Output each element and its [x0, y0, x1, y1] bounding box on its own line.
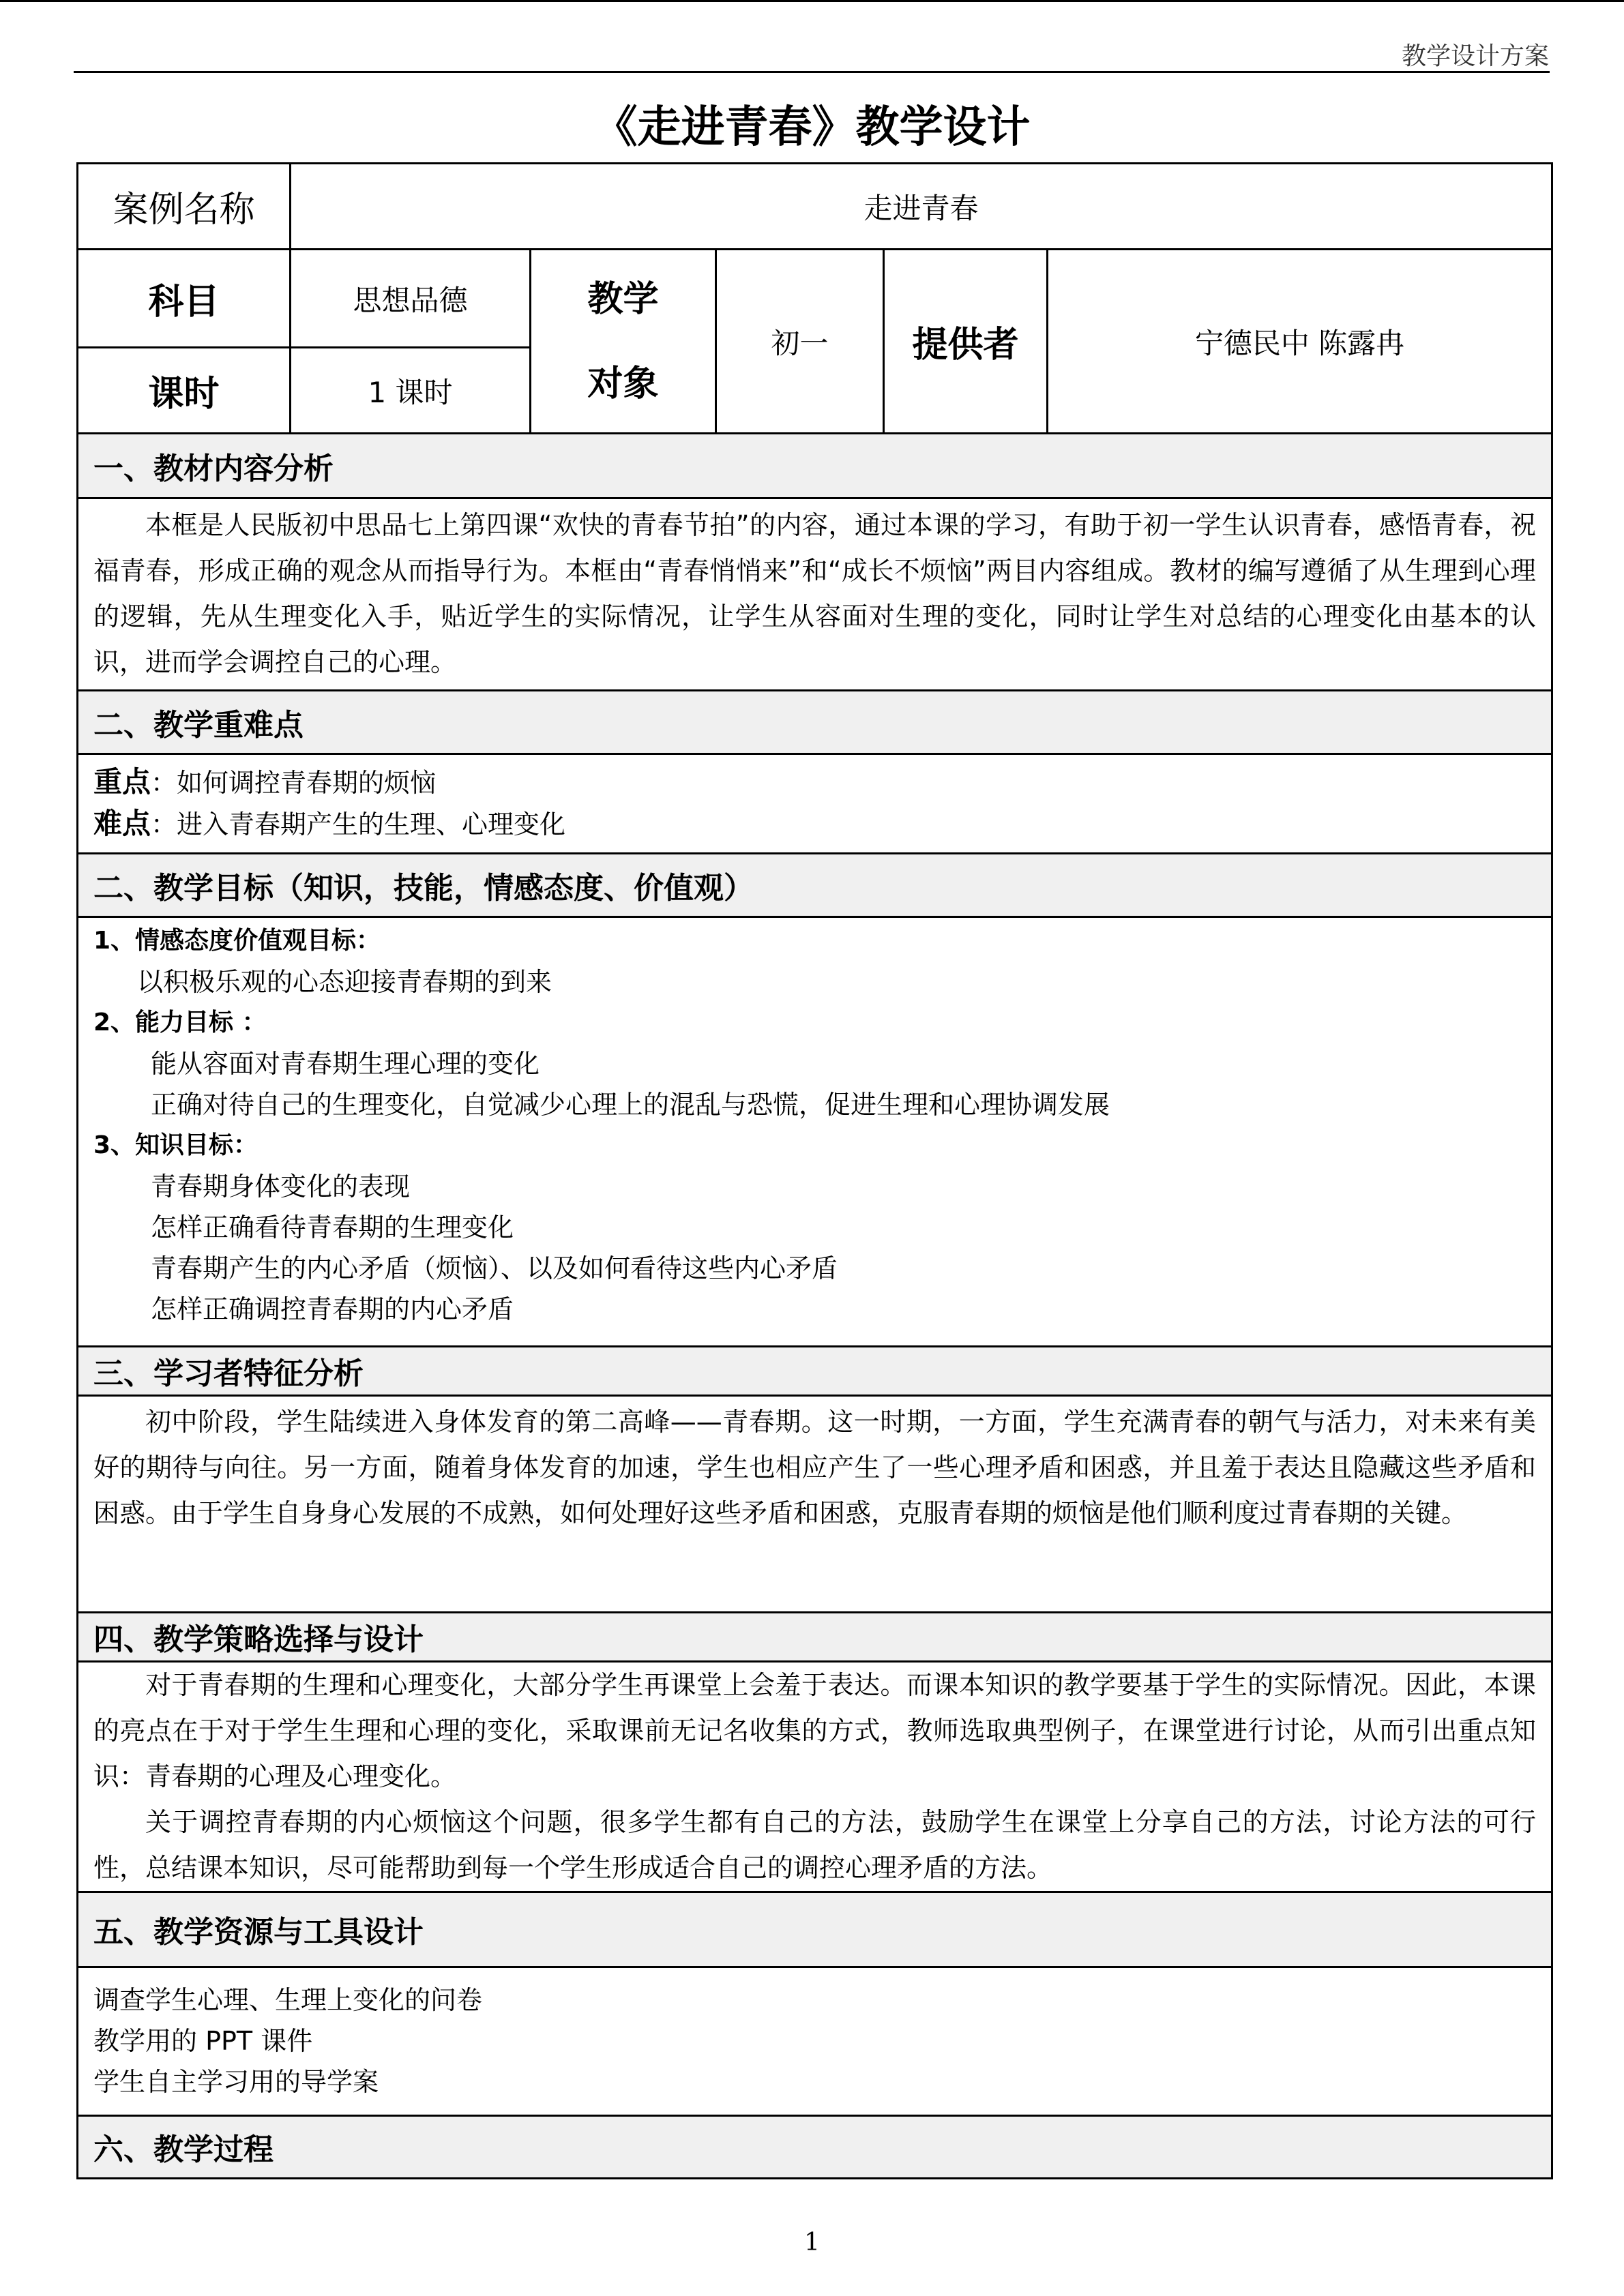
subject-row — [78, 250, 1552, 348]
subject-value: 思想品德 — [291, 250, 531, 348]
difficulty-text: ：进入青春期产生的生理、心理变化 — [151, 809, 566, 839]
case-name-label: 案例名称 — [78, 164, 291, 250]
document-title: 《走进青春》教学设计 — [593, 102, 1031, 153]
target-value: 初一 — [716, 250, 884, 434]
section-body-strategy — [78, 1661, 1552, 1892]
strategy-paragraph-2: 关于调控青春期的内心烦恼这个问题，很多学生都有自己的方法，鼓励学生在课堂上分享自己的方法，讨论方法的可行性，总结课本知识，尽可能帮助到每一个学生形成适合自己的调控心理矛盾的方法。 — [93, 1806, 1536, 1883]
section-heading-resources: 五、教学资源与工具设计 — [78, 1892, 1552, 1967]
section-objectives-body-row — [78, 916, 1552, 1346]
section-objectives-header-row — [78, 853, 1552, 916]
section-process-header-row — [78, 2115, 1552, 2178]
header-rule — [74, 71, 1550, 73]
resource-item: 学生自主学习用的导学案 — [93, 2067, 379, 2097]
section-heading-analysis: 一、教材内容分析 — [78, 434, 1552, 498]
sections-table — [76, 434, 1553, 2179]
section-learners-header-row — [78, 1346, 1552, 1395]
section-heading-learners: 三、学习者特征分析 — [78, 1346, 1552, 1395]
section-heading-objectives: 二、教学目标（知识，技能，情感态度、价值观） — [78, 853, 1552, 916]
target-label-line-2: 对象 — [587, 363, 659, 404]
focus-label: 重点 — [93, 765, 151, 799]
header-label: 教学设计方案 — [1401, 42, 1549, 70]
section-body-key-points — [78, 754, 1552, 853]
resource-item: 教学用的 PPT 课件 — [93, 2026, 313, 2056]
design-table — [76, 162, 1551, 2179]
section-heading-process: 六、教学过程 — [78, 2115, 1552, 2178]
target-label-line-1: 教学 — [587, 278, 659, 320]
learners-paragraph: 初中阶段，学生陆续进入身体发育的第二高峰——青春期。这一时期，一方面，学生充满青春的朝气与活力，对未来有美好的期待与向往。另一方面，随着身体发育的加速，学生也相应产生了一些心理矛盾和困惑，并且羞于表达且隐藏这些矛盾和困惑。由于学生自身身心发展的不成熟，如何处理好这些矛盾和困惑，克服青春期的烦恼是他们顺利度过青春期的关键。 — [93, 1406, 1536, 1528]
objective-group-1-title: 1、情感态度价值观目标： — [93, 926, 381, 955]
section-analysis-body-row — [78, 498, 1552, 690]
section-heading-key-points: 二、教学重难点 — [78, 690, 1552, 754]
objective-item: 以积极乐观的心态迎接青春期的到来 — [137, 966, 552, 997]
difficulty-line — [93, 803, 1536, 845]
section-learners-body-row — [78, 1395, 1552, 1612]
section-strategy-header-row — [78, 1612, 1552, 1661]
target-label — [531, 250, 716, 434]
analysis-paragraph: 本框是人民版初中思品七上第四课“欢快的青春节拍”的内容，通过本课的学习，有助于初一学生认识青春，感悟青春，祝福青春，形成正确的观念从而指导行为。本框由“青春悄悄来”和“成长不烦恼”两目内容组成。教材的编写遵循了从生理到心理的逻辑，先从生理变化入手，贴近学生的实际情况，让学生从容面对生理的变化，同时让学生对总结的心理变化由基本的认识，进而学会调控自己的心理。 — [93, 510, 1536, 677]
case-name-value: 走进青春 — [291, 164, 1552, 250]
difficulty-label: 难点 — [93, 807, 151, 840]
objective-item: 正确对待自己的生理变化，自觉减少心理上的混乱与恐慌，促进生理和心理协调发展 — [151, 1089, 1110, 1120]
objective-group-3-title: 3、知识目标： — [93, 1131, 259, 1159]
provider-value: 宁德民中 陈露冉 — [1048, 250, 1552, 434]
section-resources-header-row — [78, 1892, 1552, 1967]
page-top-border — [0, 0, 1624, 2]
objective-item: 青春期产生的内心矛盾（烦恼）、以及如何看待这些内心矛盾 — [151, 1253, 838, 1283]
objective-group-2-title: 2、能力目标 ： — [93, 1008, 267, 1037]
section-body-analysis — [78, 498, 1552, 690]
case-name-row — [78, 164, 1552, 250]
section-body-objectives — [78, 916, 1552, 1346]
objective-item: 青春期身体变化的表现 — [151, 1171, 411, 1202]
section-strategy-body-row — [78, 1661, 1552, 1892]
section-keypoints-body-row — [78, 754, 1552, 853]
page-number: 1 — [804, 2228, 820, 2256]
section-body-resources — [78, 1967, 1552, 2115]
hours-value: 1 课时 — [291, 348, 531, 434]
focus-text: ：如何调控青春期的烦恼 — [151, 768, 437, 798]
section-keypoints-header-row — [78, 690, 1552, 754]
subject-label: 科目 — [78, 250, 291, 348]
section-resources-body-row — [78, 1967, 1552, 2115]
objective-item: 怎样正确调控青春期的内心矛盾 — [151, 1294, 514, 1324]
section-body-learners — [78, 1395, 1552, 1612]
info-table — [76, 162, 1553, 434]
objective-item: 怎样正确看待青春期的生理变化 — [151, 1212, 514, 1242]
provider-label: 提供者 — [884, 250, 1048, 434]
hours-label: 课时 — [78, 348, 291, 434]
section-heading-strategy: 四、教学策略选择与设计 — [78, 1612, 1552, 1661]
strategy-paragraph-1: 对于青春期的生理和心理变化，大部分学生再课堂上会羞于表达。而课本知识的教学要基于学生的实际情况。因此，本课的亮点在于对于学生生理和心理的变化，采取课前无记名收集的方式，教师选取典型例子，在课堂进行讨论，从而引出重点知识：青春期的心理及心理变化。 — [93, 1669, 1536, 1791]
section-analysis-header-row — [78, 434, 1552, 498]
focus-line — [93, 762, 1536, 803]
resource-item: 调查学生心理、生理上变化的问卷 — [93, 1985, 483, 2015]
objective-item: 能从容面对青春期生理心理的变化 — [151, 1048, 540, 1079]
